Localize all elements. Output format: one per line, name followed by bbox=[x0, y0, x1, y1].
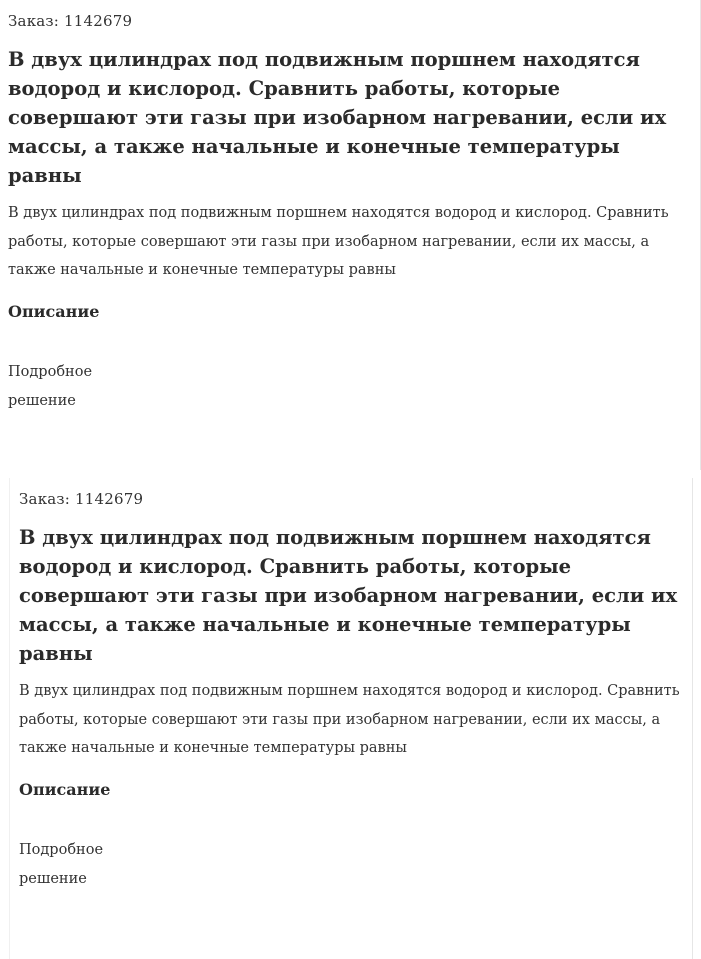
detailed-solution-label bbox=[8, 358, 128, 416]
task-description: В двух цилиндрах под подвижным поршнем находятся водород и кислород. Сравнить работы, которые совершают эти газы при изобарном нагревании, если их массы, а также начальные и конечные температуры равны bbox=[19, 683, 680, 756]
detail-line-2: решение bbox=[19, 870, 87, 887]
task-title: В двух цилиндрах под подвижным поршнем находятся водород и кислород. Сравнить работы, которые совершают эти газы при изобарном нагревании, если их массы, а также начальные и конечные температуры равны bbox=[19, 526, 678, 665]
order-card bbox=[9, 478, 693, 959]
task-description: В двух цилиндрах под подвижным поршнем находятся водород и кислород. Сравнить работы, которые совершают эти газы при изобарном нагревании, если их массы, а также начальные и конечные температуры равны bbox=[8, 205, 669, 278]
description-heading: Описание bbox=[19, 779, 111, 799]
order-card bbox=[0, 0, 701, 470]
detailed-solution-label bbox=[19, 836, 139, 894]
detail-line-1: Подробное bbox=[19, 841, 104, 858]
order-number: Заказ: 1142679 bbox=[8, 12, 133, 30]
detail-line-1: Подробное bbox=[8, 363, 93, 380]
task-title: В двух цилиндрах под подвижным поршнем находятся водород и кислород. Сравнить работы, которые совершают эти газы при изобарном нагревании, если их массы, а также начальные и конечные температуры равны bbox=[8, 48, 667, 187]
order-number: Заказ: 1142679 bbox=[19, 490, 144, 508]
detail-line-2: решение bbox=[8, 392, 76, 409]
description-heading: Описание bbox=[8, 301, 100, 321]
